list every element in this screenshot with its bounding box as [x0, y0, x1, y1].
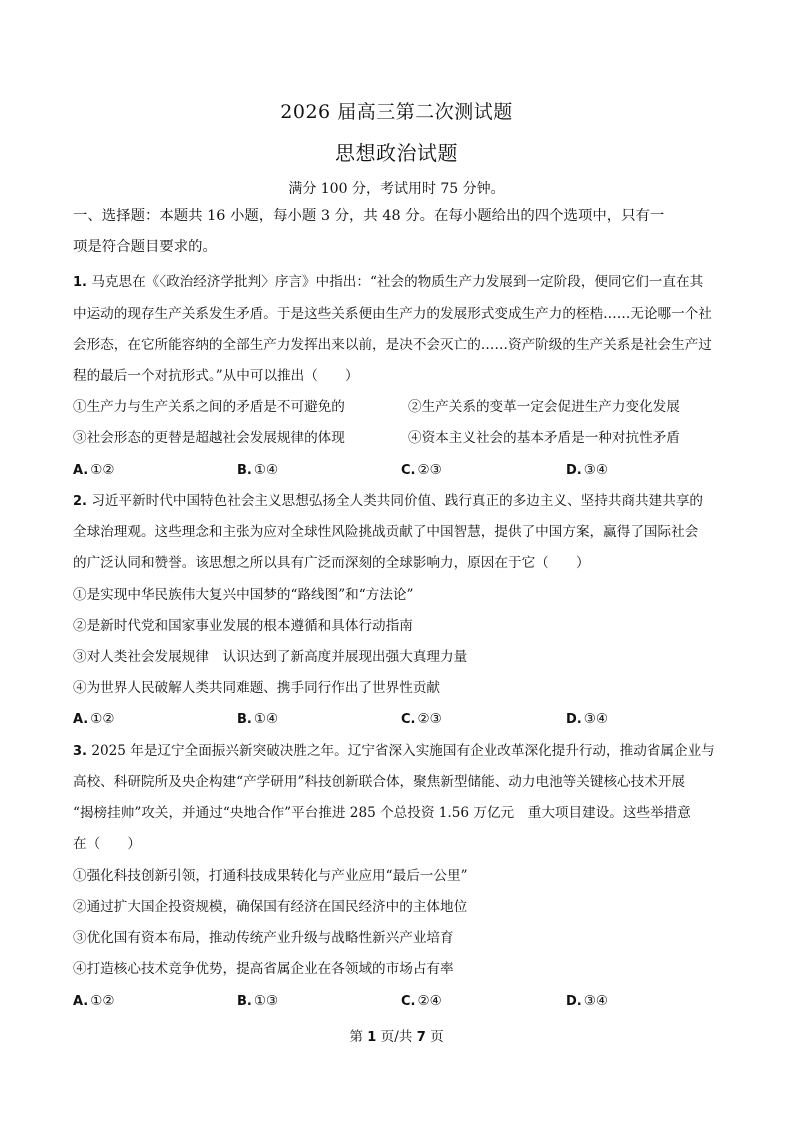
q2-item-2: ②是新时代党和国家事业发展的根本遵循和具体行动指南 [73, 618, 413, 634]
q3-answer-d [566, 991, 608, 1012]
q2-item-4: ④为世界人民破解人类共同难题、携手同行作出了世界性贡献 [73, 680, 441, 696]
answer-text: ①④ [253, 462, 279, 478]
answer-text: ①② [90, 993, 115, 1009]
q3-item-4: ④打造核心技术竞争优势，提高省属企业在各领域的市场占有率 [73, 961, 454, 977]
answer-letter: A. [73, 994, 89, 1009]
q3-answer-b [237, 991, 278, 1012]
footer-middle: 页/共 [380, 1029, 413, 1045]
q2-item-1: ①是实现中华民族伟大复兴中国梦的“路线图”和“方法论” [73, 587, 414, 603]
footer-page-number: 1 [367, 1030, 377, 1045]
answer-text: ①④ [253, 711, 279, 727]
q3-stem-line-4: 在（ ） [73, 836, 141, 852]
section-heading-line-1: 一、选择题：本题共 16 小题，每小题 3 分，共 48 分。在每小题给出的四个选项中，只有一 [73, 208, 665, 224]
q1-item-4: ④资本主义社会的基本矛盾是一种对抗性矛盾 [408, 430, 680, 446]
answer-text: ①② [90, 711, 115, 727]
exam-note: 满分 100 分，考试用时 75 分钟。 [288, 181, 505, 197]
answer-letter: B. [237, 994, 252, 1009]
q1-item-1: ①生产力与生产关系之间的矛盾是不可避免的 [73, 399, 345, 415]
q3-stem-line-2: 高校、科研院所及央企构建“产学研用”科技创新联合体，聚焦新型储能、动力电池等关键核心技术开展 [73, 774, 686, 790]
answer-letter: C. [401, 712, 416, 727]
q3-item-1: ①强化科技创新引领，打通科技成果转化与产业应用“最后一公里” [73, 868, 468, 884]
q1-stem-line-2: 中运动的现存生产关系发生矛盾。于是这些关系便由生产力的发展形式变成生产力的桎梏……无论哪一个社 [73, 306, 712, 322]
q1-text-1: 马克思在《〈政治经济学批判〉序言》中指出：“社会的物质生产力发展到一定阶段，便同它们一直在其 [91, 274, 704, 290]
q1-number: 1. [73, 275, 87, 290]
q1-answer-b [237, 460, 278, 481]
q1-item-2: ②生产关系的变革一定会促进生产力变化发展 [408, 399, 680, 415]
answer-text: ③④ [583, 711, 609, 727]
section-heading-line-2: 项是符合题目要求的。 [73, 239, 217, 255]
q2-stem-line-2: 全球治理观。这些理念和主张为应对全球性风险挑战贡献了中国智慧，提供了中国方案，赢得了国际社会 [73, 524, 699, 540]
answer-text: ②③ [417, 711, 442, 727]
q3-answer-c [401, 991, 442, 1012]
answer-letter: C. [401, 463, 416, 478]
q1-stem-line-3: 会形态，在它所能容纳的全部生产力发挥出来以前，是决不会灭亡的……资产阶级的生产关系是社会生产过 [73, 337, 712, 353]
answer-text: ①③ [253, 993, 279, 1009]
q3-number: 3. [73, 744, 87, 759]
answer-letter: A. [73, 463, 89, 478]
answer-letter: D. [566, 712, 582, 727]
q2-answer-b [237, 709, 278, 730]
q3-stem-line-1 [73, 741, 733, 762]
q3-answer-a [73, 991, 115, 1012]
footer-prefix: 第 [349, 1029, 363, 1045]
q1-answer-a [73, 460, 115, 481]
footer-total-pages: 7 [416, 1030, 426, 1045]
q2-answer-a [73, 709, 115, 730]
answer-text: ①② [90, 462, 115, 478]
answer-text: ③④ [583, 993, 609, 1009]
exam-title: 2026 届高三第二次测试题 [280, 101, 513, 123]
q1-item-3: ③社会形态的更替是超越社会发展规律的体现 [73, 430, 345, 446]
q3-stem-line-3: “揭榜挂帅”攻关，并通过“央地合作”平台推进 285 个总投资 1.56 万亿元 重大项目建设。这些举措意 [73, 805, 691, 821]
answer-letter: B. [237, 712, 252, 727]
answer-text: ②③ [417, 462, 442, 478]
q2-answer-d [566, 709, 608, 730]
q3-text-1: 2025 年是辽宁全面振兴新突破决胜之年。辽宁省深入实施国有企业改革深化提升行动，推动省属企业与 [91, 743, 715, 759]
answer-letter: A. [73, 712, 89, 727]
q3-item-3: ③优化国有资本布局，推动传统产业升级与战略性新兴产业培育 [73, 930, 454, 946]
q1-stem-line-4: 程的最后一个对抗形式。”从中可以推出（ ） [73, 368, 359, 384]
q1-answer-d [566, 460, 608, 481]
answer-letter: B. [237, 463, 252, 478]
q3-item-2: ②通过扩大国企投资规模，确保国有经济在国民经济中的主体地位 [73, 899, 468, 915]
q2-stem-line-3: 的广泛认同和赞誉。该思想之所以具有广泛而深刻的全球影响力，原因在于它（ ） [73, 555, 590, 571]
page-footer [0, 1025, 793, 1045]
answer-letter: D. [566, 463, 582, 478]
q2-answer-c [401, 709, 442, 730]
q1-answer-c [401, 460, 442, 481]
q2-number: 2. [73, 494, 87, 509]
q2-stem-line-1 [73, 491, 733, 512]
answer-text: ③④ [583, 462, 609, 478]
q1-stem-line-1 [73, 272, 733, 293]
footer-suffix: 页 [430, 1029, 444, 1045]
answer-text: ②④ [417, 993, 442, 1009]
q2-text-1: 习近平新时代中国特色社会主义思想弘扬全人类共同价值、践行真正的多边主义、坚持共商共建共享的 [91, 493, 704, 509]
answer-letter: C. [401, 994, 416, 1009]
q2-item-3: ③对人类社会发展规律 认识达到了新高度并展现出强大真理力量 [73, 649, 468, 665]
subject-title: 思想政治试题 [335, 141, 458, 165]
answer-letter: D. [566, 994, 582, 1009]
